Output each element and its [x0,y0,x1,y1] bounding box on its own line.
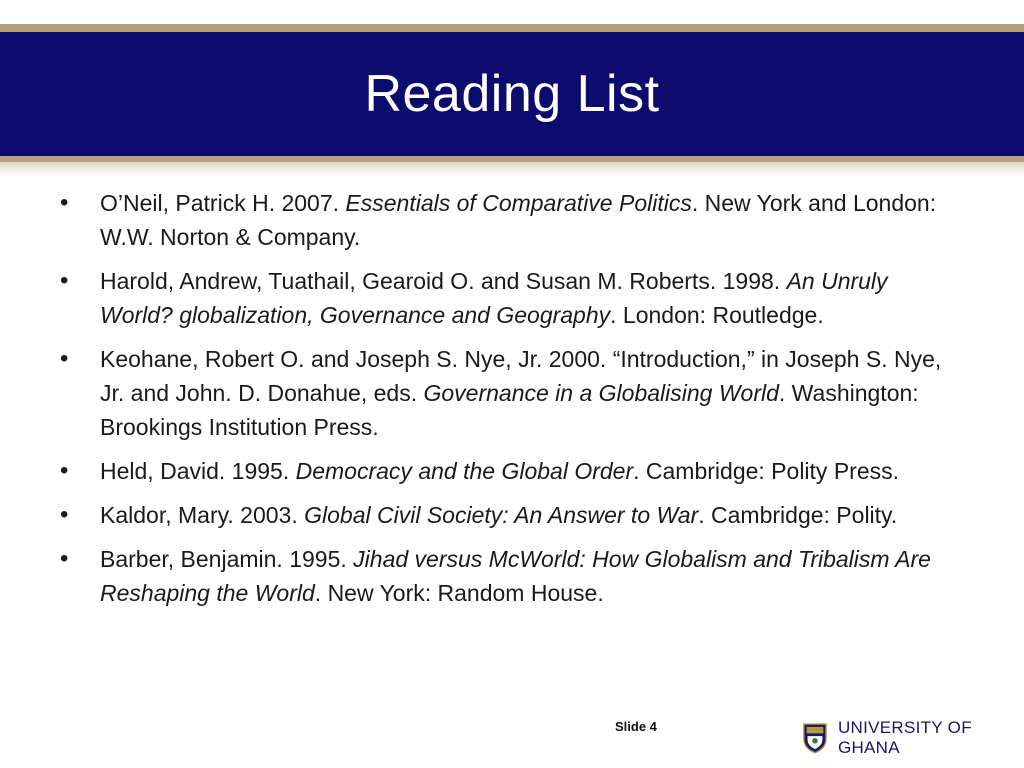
reference-publisher: . Cambridge: Polity Press. [633,458,899,484]
reference-author-year: Held, David. 1995. [100,458,296,484]
university-crest-icon [802,721,828,755]
bullet-icon: • [60,267,69,294]
reference-author-year: Barber, Benjamin. 1995. [100,546,354,572]
slide-number: Slide 4 [615,719,657,734]
reference-author-year: Keohane, Robert O. and Joseph S. Nye, Jr. 2000. “Introduction,” in Joseph S. Nye, Jr. and John. D. Donahue, eds. [100,346,942,406]
bullet-icon: • [60,545,69,572]
reference-item [60,542,960,610]
header-top-stripe [0,24,1024,32]
title-banner [0,32,1024,156]
slide-title: Reading List [364,65,660,123]
bullet-icon: • [60,457,69,484]
reference-publisher: . New York: Random House. [314,580,604,606]
header-shadow [0,162,1024,176]
reference-title: Democracy and the Global Order [295,458,634,484]
reference-item [60,454,960,488]
reference-publisher: . Cambridge: Polity. [698,502,898,528]
bullet-icon: • [60,189,69,216]
reference-title: Global Civil Society: An Answer to War [304,502,699,528]
bullet-icon: • [60,501,69,528]
reference-author-year: Kaldor, Mary. 2003. [100,502,305,528]
reading-list [60,186,960,620]
logo-text: UNIVERSITY OF GHANA [837,718,972,757]
reference-title: An Unruly World? globalization, Governance and Geography [100,268,888,328]
university-logo [802,718,1024,758]
reference-publisher: . London: Routledge. [610,302,824,328]
reference-title: Jihad versus McWorld: How Globalism and Tribalism Are Reshaping the World [100,546,931,606]
reference-publisher: . Washington: Brookings Institution Press. [100,380,919,440]
reference-item [60,498,960,532]
reference-item [60,186,960,254]
reference-author-year: Harold, Andrew, Tuathail, Gearoid O. and Susan M. Roberts. 1998. [100,268,787,294]
reference-title: Essentials of Comparative Politics [345,190,692,216]
bullet-icon: • [60,345,69,372]
reference-title: Governance in a Globalising World [423,380,779,406]
reference-item [60,264,960,332]
reference-author-year: O’Neil, Patrick H. 2007. [100,190,346,216]
reference-publisher: . New York and London: W.W. Norton & Company. [100,190,937,250]
reference-item [60,342,960,444]
